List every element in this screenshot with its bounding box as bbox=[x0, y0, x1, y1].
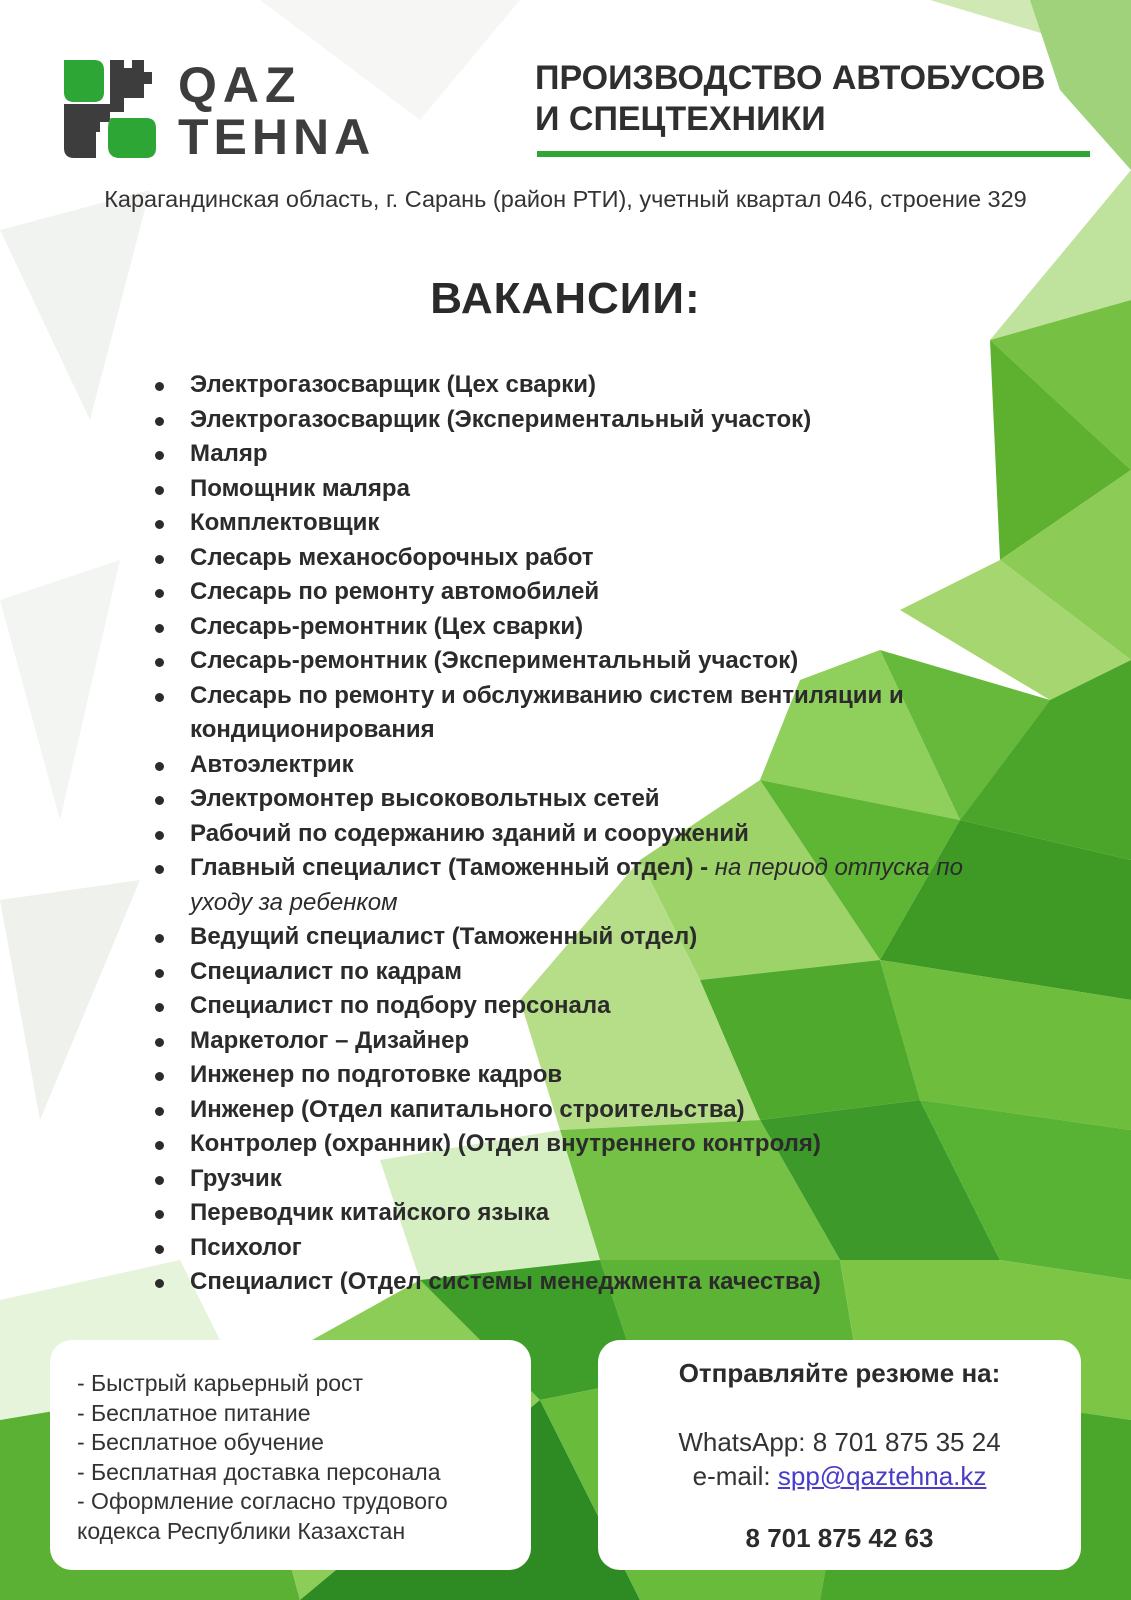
vacancy-note: на период отпуска по уходу за ребенком bbox=[190, 854, 963, 916]
vacancy-item bbox=[155, 1127, 975, 1162]
vacancy-item bbox=[155, 506, 975, 541]
headline-line-2: И СПЕЦТЕХНИКИ bbox=[535, 100, 826, 138]
bullet-icon bbox=[155, 417, 164, 426]
vacancy-title: Специалист по подбору персонала bbox=[190, 992, 611, 1019]
benefit-item: - Быстрый карьерный рост bbox=[77, 1370, 364, 1396]
vacancy-item bbox=[155, 1231, 975, 1266]
bullet-icon bbox=[155, 624, 164, 633]
bullet-icon bbox=[155, 658, 164, 667]
bullet-icon bbox=[155, 1141, 164, 1150]
vacancy-title: Электромонтер высоковольтных сетей bbox=[190, 785, 660, 812]
bullet-icon bbox=[155, 520, 164, 529]
vacancy-title: Электрогазосварщик (Цех сварки) bbox=[190, 371, 597, 398]
benefit-item: - Бесплатное питание bbox=[77, 1399, 311, 1426]
vacancy-title: Помощник маляра bbox=[190, 474, 410, 502]
email-contact bbox=[598, 1459, 1081, 1493]
vacancy-item bbox=[155, 920, 975, 955]
vacancies-title: ВАКАНСИИ: bbox=[430, 274, 701, 323]
vacancy-title: Слесарь-ремонтник (Экспериментальный участок) bbox=[190, 647, 799, 674]
phone-number: 8 701 875 42 63 bbox=[745, 1523, 934, 1553]
vacancy-title: Маляр bbox=[190, 440, 268, 467]
headline-underline bbox=[537, 151, 1090, 157]
bullet-icon bbox=[155, 934, 164, 943]
vacancy-title: Слесарь механосборочных работ bbox=[190, 543, 594, 571]
address: Карагандинская область, г. Сарань (район РТИ), учетный квартал 046, строение 329 bbox=[104, 186, 1027, 212]
benefits-box bbox=[50, 1340, 531, 1570]
contacts-box bbox=[598, 1340, 1081, 1570]
vacancy-title: Переводчик китайского языка bbox=[190, 1199, 550, 1226]
vacancy-title: Маркетолог – Дизайнер bbox=[190, 1026, 470, 1054]
bullet-icon bbox=[155, 1245, 164, 1254]
bullet-icon bbox=[155, 865, 164, 874]
bullet-icon bbox=[155, 589, 164, 598]
vacancy-title: Ведущий специалист (Таможенный отдел) bbox=[190, 923, 698, 950]
vacancy-list bbox=[155, 368, 975, 1300]
vacancy-item bbox=[155, 782, 975, 817]
email-link[interactable]: spp@qaztehna.kz bbox=[777, 1461, 987, 1491]
vacancy-item bbox=[155, 851, 975, 920]
benefit-item: - Оформление согласно трудового bbox=[77, 1488, 448, 1514]
vacancy-item bbox=[155, 368, 975, 403]
vacancy-title: Рабочий по содержанию зданий и сооружений bbox=[190, 819, 749, 847]
gear-logo-icon bbox=[60, 58, 170, 162]
vacancy-item bbox=[155, 748, 975, 783]
vacancy-title: Инженер (Отдел капитального строительства) bbox=[190, 1095, 745, 1123]
bullet-icon bbox=[155, 762, 164, 771]
logo-text-top: QAZ bbox=[178, 57, 302, 113]
bullet-icon bbox=[155, 693, 164, 702]
vacancy-title: Автоэлектрик bbox=[190, 750, 354, 778]
vacancy-title: Специалист по кадрам bbox=[190, 957, 462, 985]
bullet-icon bbox=[155, 1210, 164, 1219]
benefit-item: кодекса Республики Казахстан bbox=[77, 1517, 406, 1544]
vacancy-item bbox=[155, 472, 975, 507]
email-label: e-mail: bbox=[692, 1461, 778, 1491]
vacancy-item bbox=[155, 1058, 975, 1093]
vacancy-title: Специалист (Отдел системы менеджмента качества) bbox=[190, 1268, 821, 1295]
vacancy-title: Электрогазосварщик (Экспериментальный участок) bbox=[190, 405, 812, 433]
vacancy-item bbox=[155, 1265, 975, 1300]
vacancy-item bbox=[155, 541, 975, 576]
bullet-icon bbox=[155, 382, 164, 391]
vacancy-item bbox=[155, 955, 975, 990]
vacancy-title: Слесарь-ремонтник (Цех сварки) bbox=[190, 612, 584, 640]
bullet-icon bbox=[155, 1176, 164, 1185]
vacancy-item bbox=[155, 437, 975, 472]
vacancy-title: Контролер (охранник) (Отдел внутреннего контроля) bbox=[190, 1130, 821, 1157]
headline bbox=[535, 58, 1095, 140]
vacancy-item bbox=[155, 679, 975, 748]
vacancy-title: Инженер по подготовке кадров bbox=[190, 1061, 563, 1088]
benefits-list bbox=[50, 1340, 531, 1546]
bullet-icon bbox=[155, 1038, 164, 1047]
bullet-icon bbox=[155, 796, 164, 805]
contacts-title: Отправляйте резюме на: bbox=[678, 1358, 1001, 1388]
vacancy-title: Слесарь по ремонту и обслуживанию систем вентиляции и кондиционирования bbox=[190, 681, 904, 743]
bullet-icon bbox=[155, 555, 164, 564]
bullet-icon bbox=[155, 1279, 164, 1288]
vacancy-item bbox=[155, 1024, 975, 1059]
vacancy-item bbox=[155, 817, 975, 852]
bullet-icon bbox=[155, 1107, 164, 1116]
logo-text-bottom: TEHNA bbox=[178, 109, 376, 165]
vacancy-item bbox=[155, 1162, 975, 1197]
whatsapp-contact: WhatsApp: 8 701 875 35 24 bbox=[678, 1427, 1001, 1457]
bullet-icon bbox=[155, 451, 164, 460]
benefit-item: - Бесплатная доставка персонала bbox=[77, 1458, 441, 1485]
vacancy-title: Слесарь по ремонту автомобилей bbox=[190, 578, 600, 605]
vacancy-item bbox=[155, 610, 975, 645]
vacancy-item bbox=[155, 989, 975, 1024]
vacancy-item bbox=[155, 644, 975, 679]
headline-line-1: ПРОИЗВОДСТВО АВТОБУСОВ bbox=[535, 59, 1046, 97]
bullet-icon bbox=[155, 1003, 164, 1012]
vacancy-item bbox=[155, 1093, 975, 1128]
vacancy-title: Психолог bbox=[190, 1233, 302, 1261]
benefit-item: - Бесплатное обучение bbox=[77, 1429, 324, 1455]
vacancy-title: Грузчик bbox=[190, 1164, 282, 1192]
bullet-icon bbox=[155, 486, 164, 495]
bullet-icon bbox=[155, 831, 164, 840]
vacancy-item bbox=[155, 403, 975, 438]
vacancy-title: Главный специалист (Таможенный отдел) - bbox=[190, 854, 715, 881]
bullet-icon bbox=[155, 1072, 164, 1081]
bullet-icon bbox=[155, 969, 164, 978]
vacancy-item bbox=[155, 1196, 975, 1231]
vacancy-item bbox=[155, 575, 975, 610]
vacancy-title: Комплектовщик bbox=[190, 509, 380, 536]
company-logo bbox=[60, 57, 440, 165]
